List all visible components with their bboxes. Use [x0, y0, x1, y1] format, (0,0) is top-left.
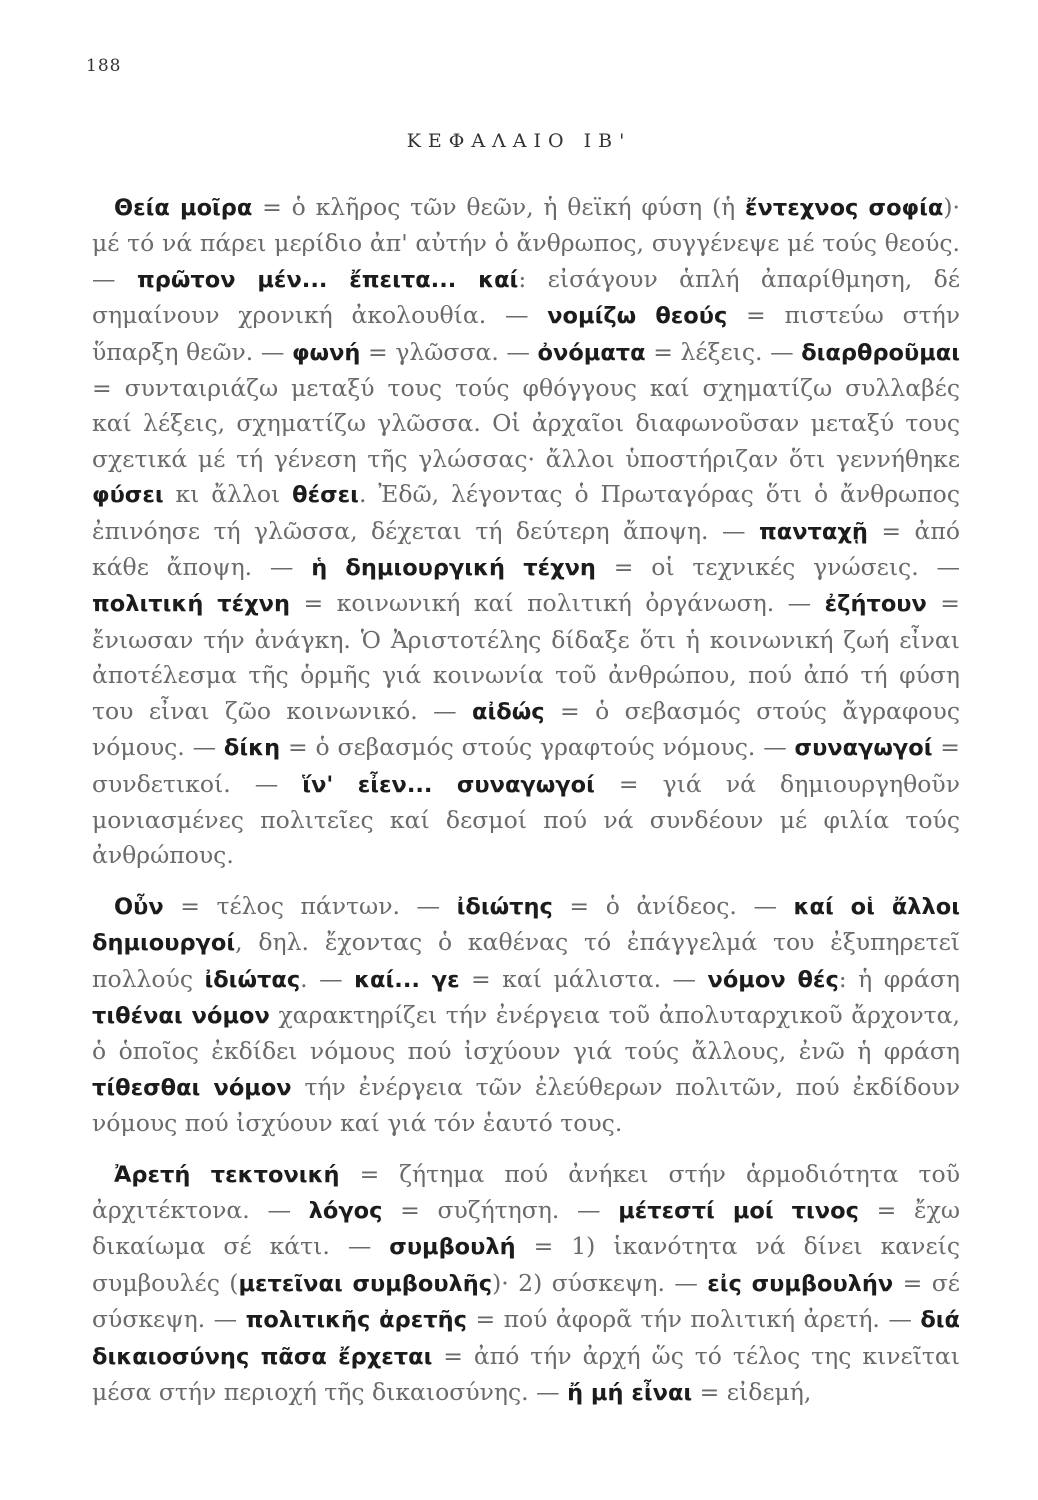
glossary-term: Θεία μοῖρα [114, 195, 253, 221]
glossary-term: τίθεσθαι νόμον [92, 1074, 292, 1101]
glossary-term: ἡ δημιουργική τέχνη [311, 555, 596, 582]
glossary-term: ὀνόματα [537, 339, 646, 366]
glossary-term: διά δικαιοσύνης πᾶσα ἔρχεται [92, 1307, 960, 1370]
glossary-text: = πού ἀφορᾶ τήν πολιτική ἀρετή. — [466, 1305, 921, 1334]
glossary-term: Οὖν [114, 893, 164, 920]
glossary-paragraph [92, 1157, 960, 1412]
glossary-text: = συνταιριάζω μεταξύ τους τούς φθόγγους καί σχηματίζω συλλαβές καί λέξεις, σχηματίζω γλῶσσα. Οἱ ἀρχαῖοι διαφωνοῦσαν μεταξύ τους σχετικά μέ τή γένεση τῆς γλώσσας· ἄλλοι ὑποστήριζαν ὅτι γεννήθηκε [92, 374, 960, 473]
glossary-paragraph [92, 889, 960, 1142]
glossary-term: πρῶτον μέν... ἔπειτα... καί [136, 266, 519, 293]
glossary-text: = λέξεις. — [645, 337, 802, 366]
glossary-text: = καί μάλιστα. — [459, 964, 708, 993]
glossary-term: εἰς συμβουλήν [707, 1270, 894, 1297]
glossary-term: μέτεστί μοί τινος [618, 1197, 859, 1224]
glossary-term: αἰδώς [472, 698, 545, 725]
glossary-term: δίκη [223, 735, 281, 762]
glossary-text: : εἰσάγουν ἁπλή ἀπαρίθμηση, δέ σημαίνουν χρονική ἀκολουθία. — [92, 264, 960, 330]
glossary-text: : ἡ φράση [838, 964, 960, 993]
glossary-term: πανταχῇ [758, 518, 868, 545]
glossary-term: πολιτική τέχνη [92, 591, 290, 618]
glossary-text: χαρακτηρίζει τήν ἐνέργεια τοῦ ἀπολυταρχικοῦ ἄρχοντα, ὁ ὁποῖος ἐκδίδει νόμους πού ἰσχύουν γιά τούς ἄλλους, ἐνῶ ἡ φράση [92, 1000, 960, 1066]
glossary-term: διαρθροῦμαι [801, 339, 960, 366]
glossary-term: Ἀρετή τεκτονική [114, 1161, 340, 1188]
glossary-term: ἵν' εἶεν... συναγωγοί [302, 771, 595, 798]
glossary-term: μετεῖναι συμβουλῆς [238, 1270, 493, 1297]
glossary-text: τήν ἐνέργεια τῶν ἐλεύθερων πολιτῶν, πού ἐκδίδουν νόμους πού ἰσχύουν καί γιά τόν ἑαυτό τους. [92, 1072, 961, 1138]
glossary-text: . Ἐδῶ, λέγοντας ὁ Πρωταγόρας ὅτι ὁ ἄνθρωπος ἐπινόησε τή γλῶσσα, δέχεται τή δεύτερη ἄποψη. — [92, 480, 960, 545]
glossary-term: καί... γε [354, 966, 460, 993]
glossary-term: θέσει [292, 482, 359, 509]
chapter-heading: ΚΕΦΑΛΑΙΟ ΙΒ' [406, 130, 632, 152]
glossary-text: , δηλ. ἔχοντας ὁ καθένας τό ἐπάγγελμά του ἐξυπηρετεῖ πολλούς [92, 928, 960, 993]
glossary-text: = σέ σύσκεψη. — [92, 1268, 960, 1334]
glossary-text: = ἀπό τήν ἀρχή ὥς τό τέλος της κινεῖται μέσα στήν περιοχή τῆς δικαιοσύνης. — [92, 1341, 960, 1406]
glossary-text: )· μέ τό νά πάρει μερίδιο ἀπ' αὐτήν ὁ ἄνθρωπος, συγγένεψε μέ τούς θεούς. — [92, 193, 960, 293]
glossary-text: = κοινωνική καί πολιτική ὀργάνωση. — [289, 589, 825, 618]
glossary-text: = γλῶσσα. — [360, 337, 538, 366]
glossary-term: ἰδιώτης [456, 893, 553, 920]
glossary-text: = οἱ τεχνικές γνώσεις. — [595, 553, 960, 582]
glossary-term: φωνή [291, 339, 361, 366]
glossary-term: τιθέναι νόμον [92, 1002, 270, 1029]
glossary-text: κι ἄλλοι [163, 480, 293, 509]
glossary-text: = συζήτηση. — [382, 1195, 619, 1224]
glossary-term: ἐζήτουν [824, 591, 927, 618]
glossary-text: = γιά νά δημιουργηθοῦν μονιασμένες πολιτεῖες καί δεσμοί πού νά συνδέουν μέ φιλία τούς ἀνθρώπους. [92, 769, 960, 870]
glossary-term: πολιτικῆς ἀρετῆς [245, 1307, 467, 1334]
glossary-term: συμβουλή [389, 1234, 516, 1261]
glossary-text: = πιστεύω στήν ὕπαρξη θεῶν. — [92, 301, 960, 366]
glossary-text: = ζήτημα πού ἀνήκει στήν ἁρμοδιότητα τοῦ ἀρχιτέκτονα. — [92, 1159, 960, 1224]
glossary-body [92, 190, 960, 1411]
glossary-term: νόμον θές [707, 966, 839, 993]
glossary-text: = ὁ σεβασμός στούς γραφτούς νόμους. — [280, 733, 795, 762]
page-number: 188 [86, 56, 122, 76]
glossary-term: φύσει [92, 482, 164, 509]
glossary-term: συναγωγοί [794, 735, 933, 762]
glossary-text: = συνδετικοί. — [92, 733, 960, 798]
glossary-text: = 1) ἱκανότητα νά δίνει κανείς συμβουλές ( [92, 1232, 960, 1297]
glossary-text: = τέλος πάντων. — [163, 891, 457, 920]
glossary-text: = ὁ σεβασμός στούς ἄγραφους νόμους. — [92, 696, 960, 762]
glossary-text: = εἰδεμή, [692, 1378, 812, 1406]
glossary-text: = ὁ ἀνίδεος. — [552, 891, 794, 920]
glossary-text: )· 2) σύσκεψη. — [492, 1268, 708, 1297]
glossary-text: = ἔχω δικαίωμα σέ κάτι. — [92, 1195, 960, 1261]
glossary-term: λόγος [308, 1197, 383, 1224]
glossary-text: = ἔνιωσαν τήν ἀνάγκη. Ὁ Ἀριστοτέλης δίδαξε ὅτι ἡ κοινωνική ζωή εἶναι ἀποτέλεσμα τῆς ὁρμῆς γιά κοινωνία τοῦ ἀνθρώπου, πού ἀπό τή φύση του εἶναι ζῶο κοινωνικό. — [92, 589, 960, 725]
glossary-text: = ὁ κλῆρος τῶν θεῶν, ἡ θεϊκή φύση (ἡ [252, 193, 746, 221]
glossary-term: ἔντεχνος σοφία [745, 195, 944, 221]
glossary-term: καί οἱ ἄλλοι δημιουργοί [92, 893, 960, 957]
glossary-paragraph [92, 190, 960, 874]
glossary-text: . — [300, 964, 355, 993]
glossary-term: νομίζω θεούς [547, 303, 728, 330]
glossary-term: ἤ μή εἶναι [567, 1380, 693, 1406]
glossary-text: = ἀπό κάθε ἄποψη. — [92, 516, 960, 582]
glossary-term: ἰδιώτας [204, 966, 301, 993]
